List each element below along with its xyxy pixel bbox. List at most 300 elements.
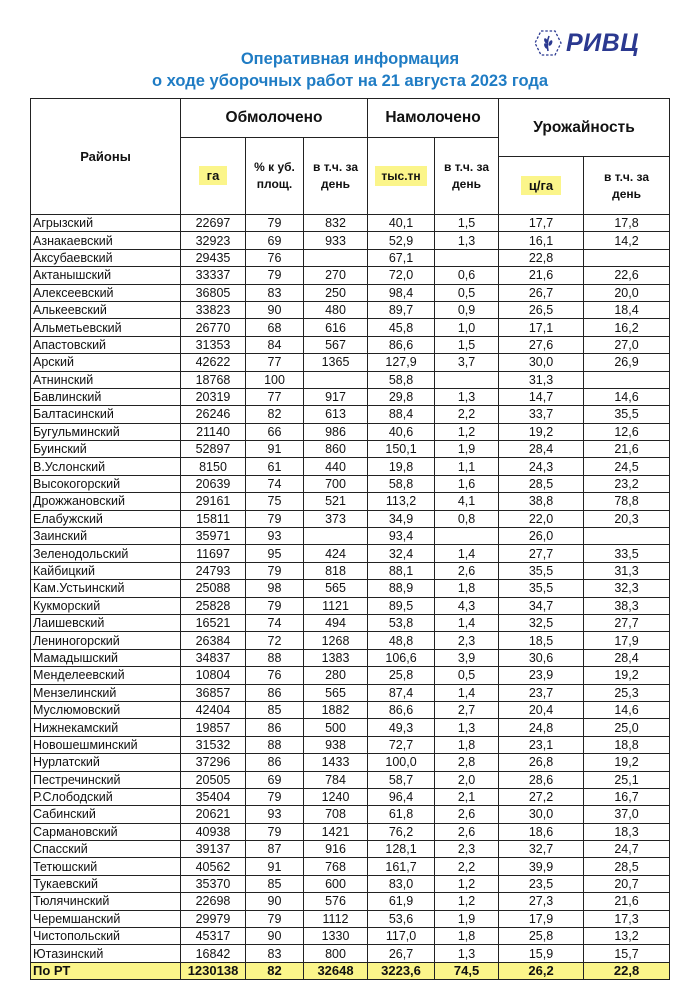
cell-yield: 14,7 xyxy=(499,388,584,405)
cell-yield-day: 26,9 xyxy=(584,354,670,371)
total-row xyxy=(31,962,670,979)
table-row xyxy=(31,736,670,753)
cell-kt-day xyxy=(435,249,499,266)
cell-yield: 35,5 xyxy=(499,580,584,597)
header-threshed-ha xyxy=(181,138,246,215)
cell-ha: 29161 xyxy=(181,493,246,510)
cell-pct: 69 xyxy=(246,771,304,788)
table-row xyxy=(31,336,670,353)
cell-yield-day: 16,2 xyxy=(584,319,670,336)
cell-yield-day: 25,3 xyxy=(584,684,670,701)
cell-ha-day: 1365 xyxy=(304,354,368,371)
cell-ha: 31532 xyxy=(181,736,246,753)
cell-district: Пестречинский xyxy=(31,771,181,788)
cell-yield: 26,2 xyxy=(499,962,584,979)
cell-ha-day: 800 xyxy=(304,945,368,962)
cell-yield: 17,1 xyxy=(499,319,584,336)
cell-district: Бугульминский xyxy=(31,423,181,440)
table-row xyxy=(31,545,670,562)
table-row xyxy=(31,614,670,631)
header-harvested-day: в т.ч. за день xyxy=(435,138,499,215)
cell-kt-day: 0,5 xyxy=(435,667,499,684)
cell-ha: 18768 xyxy=(181,371,246,388)
cell-ha: 22698 xyxy=(181,893,246,910)
cell-ha: 34837 xyxy=(181,649,246,666)
cell-kt-day: 1,2 xyxy=(435,423,499,440)
cell-yield-day: 22,8 xyxy=(584,962,670,979)
cell-kt: 117,0 xyxy=(368,928,435,945)
harvest-table xyxy=(30,98,670,980)
cell-yield-day: 25,1 xyxy=(584,771,670,788)
cell-pct: 76 xyxy=(246,667,304,684)
cell-kt-day: 0,6 xyxy=(435,267,499,284)
table-row xyxy=(31,528,670,545)
cell-yield: 35,5 xyxy=(499,562,584,579)
cell-yield: 27,7 xyxy=(499,545,584,562)
cell-ha-day: 1421 xyxy=(304,823,368,840)
cell-ha: 26770 xyxy=(181,319,246,336)
cell-pct: 91 xyxy=(246,858,304,875)
cell-ha-day: 616 xyxy=(304,319,368,336)
cell-ha: 26246 xyxy=(181,406,246,423)
cell-ha-day: 818 xyxy=(304,562,368,579)
cell-kt: 58,8 xyxy=(368,371,435,388)
cell-yield: 28,4 xyxy=(499,441,584,458)
table-row xyxy=(31,788,670,805)
cell-ha-day: 613 xyxy=(304,406,368,423)
cell-kt-day: 2,7 xyxy=(435,701,499,718)
cell-pct: 77 xyxy=(246,388,304,405)
cell-district: Атнинский xyxy=(31,371,181,388)
cell-ha-day: 1330 xyxy=(304,928,368,945)
cell-kt-day: 1,2 xyxy=(435,875,499,892)
table-row xyxy=(31,267,670,284)
cell-kt: 67,1 xyxy=(368,249,435,266)
cell-ha-day: 1121 xyxy=(304,597,368,614)
cell-yield-day: 31,3 xyxy=(584,562,670,579)
cell-district: Зеленодольский xyxy=(31,545,181,562)
cell-yield-day: 15,7 xyxy=(584,945,670,962)
cell-yield: 26,7 xyxy=(499,284,584,301)
cell-kt: 88,4 xyxy=(368,406,435,423)
cell-ha: 19857 xyxy=(181,719,246,736)
table-row xyxy=(31,354,670,371)
cell-yield-day: 24,7 xyxy=(584,841,670,858)
cell-ha-day xyxy=(304,249,368,266)
cell-ha-day: 567 xyxy=(304,336,368,353)
cell-kt: 45,8 xyxy=(368,319,435,336)
cell-yield-day: 20,3 xyxy=(584,510,670,527)
table-row xyxy=(31,806,670,823)
cell-kt: 61,9 xyxy=(368,893,435,910)
cell-district: Кам.Устьинский xyxy=(31,580,181,597)
cell-ha: 26384 xyxy=(181,632,246,649)
table-row xyxy=(31,597,670,614)
cell-yield: 16,1 xyxy=(499,232,584,249)
cell-kt: 86,6 xyxy=(368,701,435,718)
cell-yield: 20,4 xyxy=(499,701,584,718)
cell-ha-day: 270 xyxy=(304,267,368,284)
cell-ha-day: 576 xyxy=(304,893,368,910)
cell-ha: 32923 xyxy=(181,232,246,249)
cell-ha-day: 784 xyxy=(304,771,368,788)
cell-ha: 29979 xyxy=(181,910,246,927)
cell-ha-day: 480 xyxy=(304,301,368,318)
cell-ha-day: 768 xyxy=(304,858,368,875)
cell-ha-day: 1112 xyxy=(304,910,368,927)
cell-district: Елабужский xyxy=(31,510,181,527)
cell-yield-day: 78,8 xyxy=(584,493,670,510)
cell-yield: 34,7 xyxy=(499,597,584,614)
cell-kt: 88,9 xyxy=(368,580,435,597)
cell-ha-day: 280 xyxy=(304,667,368,684)
cell-yield: 27,6 xyxy=(499,336,584,353)
cell-yield-day: 17,8 xyxy=(584,215,670,232)
cell-pct: 61 xyxy=(246,458,304,475)
table-row xyxy=(31,319,670,336)
cell-ha: 35370 xyxy=(181,875,246,892)
table-row xyxy=(31,510,670,527)
header-threshed-day: в т.ч. за день xyxy=(304,138,368,215)
header-yield-cha xyxy=(499,157,584,215)
cell-pct: 82 xyxy=(246,406,304,423)
cell-pct: 79 xyxy=(246,510,304,527)
cell-district: Заинский xyxy=(31,528,181,545)
cell-kt: 127,9 xyxy=(368,354,435,371)
table-row xyxy=(31,632,670,649)
cell-kt: 89,5 xyxy=(368,597,435,614)
cell-district: Новошешминский xyxy=(31,736,181,753)
header-threshed-pct: % к уб. площ. xyxy=(246,138,304,215)
cell-kt-day: 1,3 xyxy=(435,719,499,736)
cell-pct: 90 xyxy=(246,928,304,945)
cell-kt-day: 0,5 xyxy=(435,284,499,301)
cell-district: Алькеевский xyxy=(31,301,181,318)
cell-district: Спасский xyxy=(31,841,181,858)
cell-kt-day: 1,3 xyxy=(435,945,499,962)
cell-district: Актанышский xyxy=(31,267,181,284)
table-row xyxy=(31,371,670,388)
cell-ha-day: 1268 xyxy=(304,632,368,649)
cell-yield-day: 28,5 xyxy=(584,858,670,875)
cell-pct: 79 xyxy=(246,910,304,927)
cell-kt: 53,6 xyxy=(368,910,435,927)
cell-pct: 79 xyxy=(246,823,304,840)
cell-kt: 150,1 xyxy=(368,441,435,458)
cell-yield: 26,0 xyxy=(499,528,584,545)
cell-yield-day: 19,2 xyxy=(584,754,670,771)
cell-district: Черемшанский xyxy=(31,910,181,927)
cell-ha: 21140 xyxy=(181,423,246,440)
cell-kt-day: 2,6 xyxy=(435,823,499,840)
cell-ha: 40562 xyxy=(181,858,246,875)
cell-district: Р.Слободский xyxy=(31,788,181,805)
cell-yield: 26,5 xyxy=(499,301,584,318)
table-row xyxy=(31,284,670,301)
cell-yield-day: 38,3 xyxy=(584,597,670,614)
cell-kt-day: 1,8 xyxy=(435,736,499,753)
cell-kt: 40,1 xyxy=(368,215,435,232)
cell-district: Кукморский xyxy=(31,597,181,614)
cell-ha-day: 708 xyxy=(304,806,368,823)
cell-yield-day: 27,0 xyxy=(584,336,670,353)
cell-ha-day xyxy=(304,528,368,545)
cell-district: В.Услонский xyxy=(31,458,181,475)
cell-yield: 18,6 xyxy=(499,823,584,840)
cell-pct: 79 xyxy=(246,562,304,579)
cell-yield-day: 20,0 xyxy=(584,284,670,301)
cell-ha: 20639 xyxy=(181,475,246,492)
cell-pct: 74 xyxy=(246,475,304,492)
cell-ha-day: 1383 xyxy=(304,649,368,666)
cell-kt-day: 2,3 xyxy=(435,841,499,858)
cell-ha-day: 860 xyxy=(304,441,368,458)
cell-kt: 32,4 xyxy=(368,545,435,562)
cell-ha-day: 440 xyxy=(304,458,368,475)
cell-kt: 88,1 xyxy=(368,562,435,579)
cell-pct: 87 xyxy=(246,841,304,858)
cell-district: Лениногорский xyxy=(31,632,181,649)
cell-pct: 88 xyxy=(246,649,304,666)
cell-kt-day: 1,5 xyxy=(435,215,499,232)
cell-yield: 22,8 xyxy=(499,249,584,266)
cell-yield: 27,2 xyxy=(499,788,584,805)
cell-ha: 15811 xyxy=(181,510,246,527)
cell-kt-day: 1,0 xyxy=(435,319,499,336)
cell-pct: 86 xyxy=(246,754,304,771)
table-row xyxy=(31,875,670,892)
cell-kt-day: 1,2 xyxy=(435,893,499,910)
cell-ha-day: 917 xyxy=(304,388,368,405)
table-row xyxy=(31,249,670,266)
cell-kt-day: 0,8 xyxy=(435,510,499,527)
cell-kt-day: 2,8 xyxy=(435,754,499,771)
cell-yield: 18,5 xyxy=(499,632,584,649)
cell-yield-day: 21,6 xyxy=(584,441,670,458)
cell-ha: 42622 xyxy=(181,354,246,371)
cell-pct: 77 xyxy=(246,354,304,371)
cell-district: Алексеевский xyxy=(31,284,181,301)
cell-ha-day: 1882 xyxy=(304,701,368,718)
cell-kt-day: 1,8 xyxy=(435,580,499,597)
unit-ha-label: га xyxy=(199,166,228,185)
cell-pct: 74 xyxy=(246,614,304,631)
cell-district: Тюлячинский xyxy=(31,893,181,910)
cell-district: Мамадышский xyxy=(31,649,181,666)
cell-pct: 86 xyxy=(246,684,304,701)
cell-pct: 82 xyxy=(246,962,304,979)
cell-ha: 11697 xyxy=(181,545,246,562)
cell-kt-day: 1,6 xyxy=(435,475,499,492)
cell-yield-day: 14,2 xyxy=(584,232,670,249)
cell-kt-day: 1,4 xyxy=(435,545,499,562)
table-row xyxy=(31,441,670,458)
cell-yield-day: 17,3 xyxy=(584,910,670,927)
cell-district: Аксубаевский xyxy=(31,249,181,266)
cell-kt: 89,7 xyxy=(368,301,435,318)
cell-ha: 1230138 xyxy=(181,962,246,979)
cell-district: Чистопольский xyxy=(31,928,181,945)
table-row xyxy=(31,771,670,788)
cell-pct: 76 xyxy=(246,249,304,266)
cell-ha: 36857 xyxy=(181,684,246,701)
cell-pct: 100 xyxy=(246,371,304,388)
table-row xyxy=(31,215,670,232)
cell-kt-day: 1,9 xyxy=(435,441,499,458)
cell-yield: 23,5 xyxy=(499,875,584,892)
cell-ha: 22697 xyxy=(181,215,246,232)
cell-pct: 79 xyxy=(246,597,304,614)
cell-pct: 83 xyxy=(246,945,304,962)
cell-ha-day: 494 xyxy=(304,614,368,631)
cell-pct: 69 xyxy=(246,232,304,249)
table-row xyxy=(31,423,670,440)
cell-yield: 30,6 xyxy=(499,649,584,666)
cell-kt-day: 74,5 xyxy=(435,962,499,979)
cell-kt: 49,3 xyxy=(368,719,435,736)
cell-yield: 27,3 xyxy=(499,893,584,910)
table-row xyxy=(31,493,670,510)
cell-district: Арский xyxy=(31,354,181,371)
header-threshed: Обмолочено xyxy=(181,99,368,138)
cell-yield: 28,6 xyxy=(499,771,584,788)
cell-yield-day: 25,0 xyxy=(584,719,670,736)
unit-kt-label: тыс.тн xyxy=(375,166,426,186)
cell-pct: 85 xyxy=(246,701,304,718)
cell-yield: 23,9 xyxy=(499,667,584,684)
cell-yield: 24,8 xyxy=(499,719,584,736)
cell-yield-day: 20,7 xyxy=(584,875,670,892)
table-row xyxy=(31,406,670,423)
table-row xyxy=(31,910,670,927)
cell-pct: 85 xyxy=(246,875,304,892)
cell-kt: 93,4 xyxy=(368,528,435,545)
cell-yield-day: 35,5 xyxy=(584,406,670,423)
cell-kt: 76,2 xyxy=(368,823,435,840)
cell-ha: 10804 xyxy=(181,667,246,684)
cell-yield-day: 18,3 xyxy=(584,823,670,840)
cell-yield-day: 22,6 xyxy=(584,267,670,284)
cell-kt: 96,4 xyxy=(368,788,435,805)
table-row xyxy=(31,928,670,945)
cell-kt: 52,9 xyxy=(368,232,435,249)
table-row xyxy=(31,684,670,701)
cell-kt: 83,0 xyxy=(368,875,435,892)
cell-kt: 19,8 xyxy=(368,458,435,475)
table-row xyxy=(31,719,670,736)
header-harvested-kt xyxy=(368,138,435,215)
cell-ha-day: 938 xyxy=(304,736,368,753)
cell-yield: 30,0 xyxy=(499,354,584,371)
cell-kt: 29,8 xyxy=(368,388,435,405)
cell-yield-day: 24,5 xyxy=(584,458,670,475)
cell-yield-day: 18,4 xyxy=(584,301,670,318)
cell-kt: 86,6 xyxy=(368,336,435,353)
cell-yield: 32,7 xyxy=(499,841,584,858)
cell-ha-day: 700 xyxy=(304,475,368,492)
cell-ha-day: 250 xyxy=(304,284,368,301)
cell-pct: 75 xyxy=(246,493,304,510)
table-row xyxy=(31,667,670,684)
cell-kt: 72,0 xyxy=(368,267,435,284)
cell-kt: 3223,6 xyxy=(368,962,435,979)
cell-yield: 39,9 xyxy=(499,858,584,875)
cell-pct: 79 xyxy=(246,788,304,805)
table-row xyxy=(31,649,670,666)
cell-kt-day: 2,0 xyxy=(435,771,499,788)
cell-district: Лаишевский xyxy=(31,614,181,631)
cell-district: Сабинский xyxy=(31,806,181,823)
cell-yield-day: 19,2 xyxy=(584,667,670,684)
cell-kt: 53,8 xyxy=(368,614,435,631)
header-yield: Урожайность xyxy=(499,99,670,157)
cell-ha-day: 933 xyxy=(304,232,368,249)
cell-yield-day: 18,8 xyxy=(584,736,670,753)
header-harvested: Намолочено xyxy=(368,99,499,138)
table-row xyxy=(31,232,670,249)
unit-cha-label: ц/га xyxy=(521,176,561,195)
cell-kt-day: 1,1 xyxy=(435,458,499,475)
table-row xyxy=(31,754,670,771)
cell-ha: 42404 xyxy=(181,701,246,718)
cell-kt: 106,6 xyxy=(368,649,435,666)
cell-ha-day: 1433 xyxy=(304,754,368,771)
cell-kt: 61,8 xyxy=(368,806,435,823)
cell-yield: 22,0 xyxy=(499,510,584,527)
table-row xyxy=(31,858,670,875)
cell-yield: 31,3 xyxy=(499,371,584,388)
cell-pct: 84 xyxy=(246,336,304,353)
cell-district: Азнакаевский xyxy=(31,232,181,249)
cell-kt: 48,8 xyxy=(368,632,435,649)
cell-pct: 72 xyxy=(246,632,304,649)
cell-yield-day: 37,0 xyxy=(584,806,670,823)
cell-ha-day: 916 xyxy=(304,841,368,858)
table-row xyxy=(31,893,670,910)
cell-ha: 8150 xyxy=(181,458,246,475)
cell-ha-day: 32648 xyxy=(304,962,368,979)
cell-yield-day: 14,6 xyxy=(584,388,670,405)
cell-kt: 87,4 xyxy=(368,684,435,701)
cell-kt-day xyxy=(435,371,499,388)
cell-ha-day: 565 xyxy=(304,684,368,701)
report-subtitle: о ходе уборочных работ на 21 августа 2023 года xyxy=(152,72,548,90)
cell-ha: 52897 xyxy=(181,441,246,458)
cell-ha-day: 832 xyxy=(304,215,368,232)
cell-ha: 31353 xyxy=(181,336,246,353)
cell-kt: 161,7 xyxy=(368,858,435,875)
cell-kt: 25,8 xyxy=(368,667,435,684)
cell-ha: 33823 xyxy=(181,301,246,318)
cell-pct: 79 xyxy=(246,267,304,284)
cell-kt-day: 2,3 xyxy=(435,632,499,649)
cell-kt-day: 2,2 xyxy=(435,858,499,875)
cell-ha-day: 986 xyxy=(304,423,368,440)
cell-yield-day: 27,7 xyxy=(584,614,670,631)
cell-pct: 93 xyxy=(246,528,304,545)
cell-yield: 15,9 xyxy=(499,945,584,962)
cell-ha: 16521 xyxy=(181,614,246,631)
cell-yield: 23,7 xyxy=(499,684,584,701)
table-row xyxy=(31,475,670,492)
table-row xyxy=(31,562,670,579)
cell-pct: 68 xyxy=(246,319,304,336)
cell-district: Менделеевский xyxy=(31,667,181,684)
cell-yield: 21,6 xyxy=(499,267,584,284)
cell-kt-day: 1,9 xyxy=(435,910,499,927)
cell-district: Дрожжановский xyxy=(31,493,181,510)
cell-pct: 88 xyxy=(246,736,304,753)
